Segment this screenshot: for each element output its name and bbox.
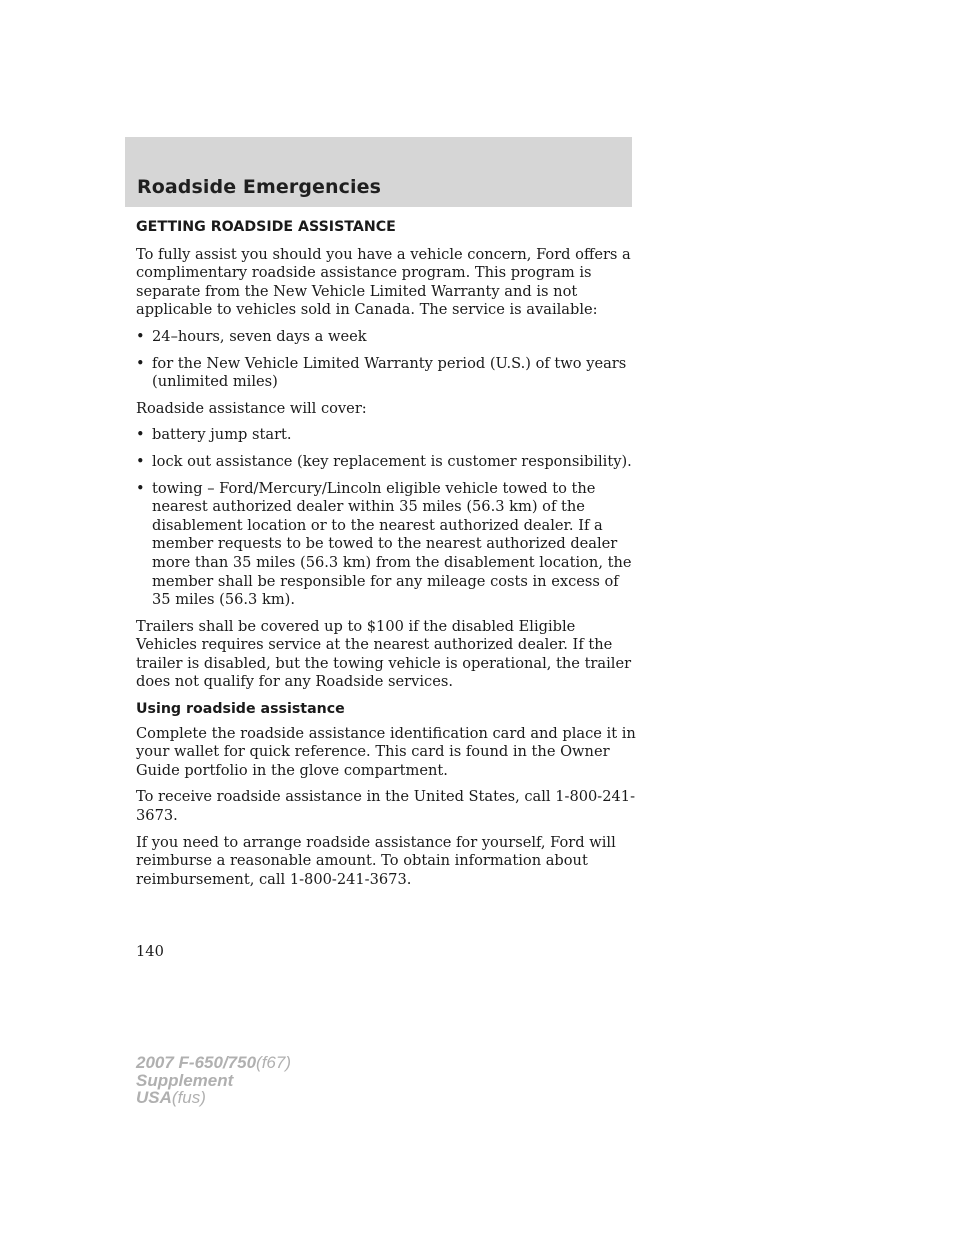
bullet-icon: • (136, 426, 145, 444)
list-item (136, 426, 636, 445)
card-paragraph: Complete the roadside assistance identification card and place it in your wallet for quick reference. This card is found in the Owner Guide portfolio in the glove compartment. (136, 724, 636, 779)
trailers-paragraph: Trailers shall be covered up to $100 if the disabled Eligible Vehicles requires service at the nearest authorized dealer. If the trailer is disabled, but the towing vehicle is operational, the trailer does not qualify for any Roadside services. (136, 617, 632, 691)
document-footer (136, 1054, 291, 1107)
list-item (136, 355, 636, 392)
page-content (136, 218, 636, 897)
list-item-text: towing – Ford/Mercury/Lincoln eligible vehicle towed to the nearest authorized dealer within 35 miles (56.3 km) of the disablement location or to the nearest authorized dealer. If a member requests to be towed to the nearest authorized dealer more than 35 miles (56.3 km) from the disablement location, the member shall be responsible for any mileage costs in excess of 35 miles (56.3 km). (152, 479, 632, 609)
list-item-text: 24–hours, seven days a week (152, 327, 367, 345)
footer-model: 2007 F-650/750 (136, 1053, 257, 1072)
intro-paragraph: To fully assist you should you have a vehicle concern, Ford offers a complimentary roadside assistance program. This program is separate from the New Vehicle Limited Warranty and is not applicable to vehicles sold in Canada. The service is available: (136, 245, 631, 319)
footer-model-code: (f67) (256, 1053, 292, 1072)
reimburse-paragraph: If you need to arrange roadside assistance for yourself, Ford will reimburse a reasonable amount. To obtain information about reimbursement, call 1-800-241-3673. (136, 833, 616, 888)
footer-line-model (136, 1054, 291, 1072)
coverage-intro: Roadside assistance will cover: (136, 399, 367, 417)
section-header-band (125, 137, 632, 207)
list-item (136, 328, 636, 347)
footer-market-code: (fus) (171, 1088, 206, 1107)
call-paragraph: To receive roadside assistance in the United States, call 1-800-241-3673. (136, 788, 636, 825)
subsection-heading: Using roadside assistance (136, 701, 345, 718)
page-number: 140 (136, 943, 164, 960)
list-item (136, 480, 636, 610)
footer-doc-type: Supplement (136, 1070, 234, 1090)
list-item-text: for the New Vehicle Limited Warranty period (U.S.) of two years (unlimited miles) (152, 354, 627, 391)
footer-market: USA (136, 1088, 172, 1107)
list-item-text: battery jump start. (152, 426, 292, 444)
bullet-icon: • (136, 354, 145, 372)
footer-line-market (136, 1089, 291, 1107)
bullet-icon: • (136, 452, 145, 470)
bullet-icon: • (136, 327, 145, 345)
list-item (136, 453, 636, 472)
list-item-text: lock out assistance (key replacement is customer responsibility). (152, 452, 632, 470)
section-heading: GETTING ROADSIDE ASSISTANCE (136, 219, 396, 235)
section-title: Roadside Emergencies (137, 176, 382, 198)
bullet-icon: • (136, 479, 145, 497)
footer-line-doc (136, 1072, 291, 1090)
